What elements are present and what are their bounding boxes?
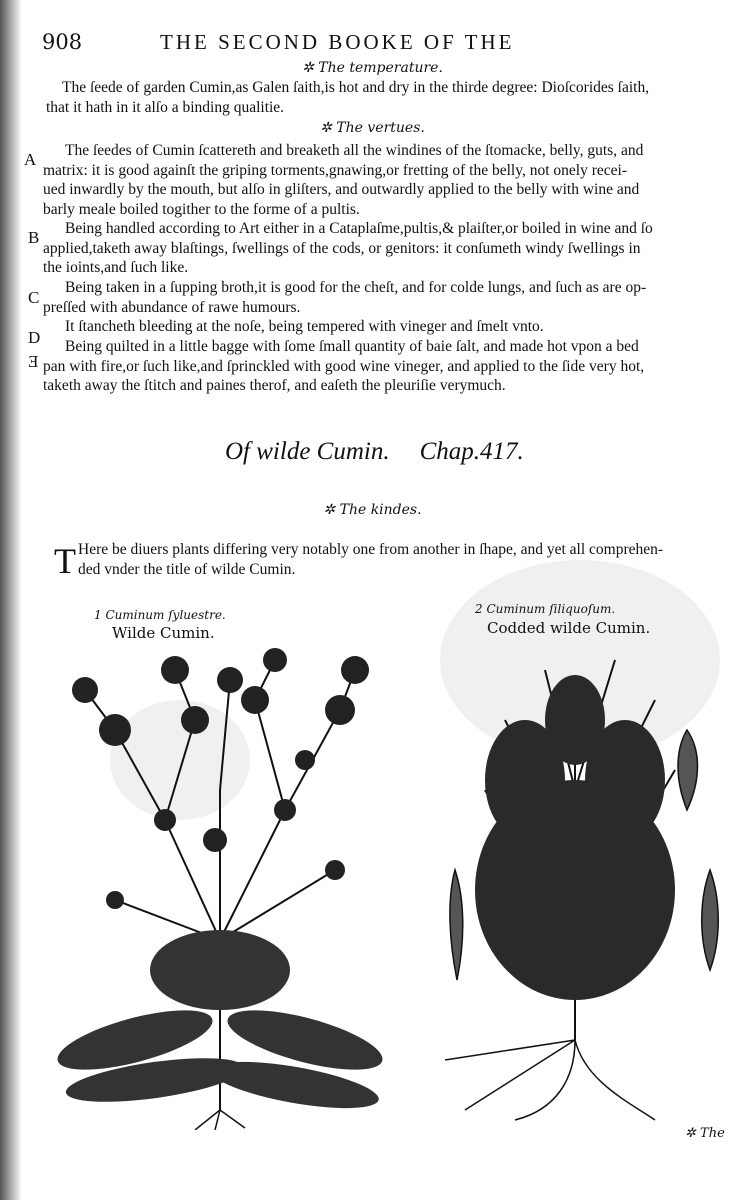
text-line: barly meale boiled togither to the forme of a pultis. [43, 200, 360, 218]
figure-1-english-caption: Wilde Cumin. [112, 624, 215, 642]
margin-letter-b: B [28, 228, 40, 247]
vertue-paragraph-b [43, 219, 653, 278]
text-line: ded vnder the title of wilde Cumin. [78, 560, 296, 578]
chapter-number: Chap.417. [419, 438, 524, 465]
codded-wilde-cumin-woodcut [425, 640, 725, 1130]
margin-letter-e: E [28, 352, 39, 371]
text-line: preſſed with abundance of rawe humours. [43, 298, 301, 316]
running-head: THE SECOND BOOKE OF THE [160, 30, 515, 54]
text-line: applied,taketh away blaſtings, ſwellings of the cods, or genitors: it conſumeth windy ſwellings in [43, 239, 641, 257]
text-line: Here be diuers plants differing very notably one from another in ſhape, and yet all comprehen- [78, 541, 664, 558]
text-line: The ſeede of garden Cumin,as Galen ſaith,is hot and dry in the thirde degree: Dioſcorides ſaith, [62, 79, 650, 96]
figure-1-latin-caption: 1 Cuminum ſyluestre. [94, 608, 226, 622]
margin-letter-a: A [24, 150, 37, 169]
vertue-paragraph-e [43, 337, 644, 396]
text-line: The ſeedes of Cumin ſcattereth and breaketh all the windines of the ſtomacke, belly, guts, and [65, 142, 644, 159]
margin-letter-c: C [28, 288, 40, 307]
page-number: 908 [42, 30, 83, 54]
text-line: ued inwardly by the mouth, but alſo in gliſters, and outwardly applied to the belly with wine and [43, 181, 640, 198]
kindes-paragraph [78, 540, 663, 579]
chapter-title: Of wilde Cumin. [225, 438, 390, 465]
vertue-paragraph-c [43, 278, 646, 317]
temperature-heading: ✲ The temperature. [302, 60, 443, 76]
vertue-paragraph-d [43, 317, 544, 337]
temperature-paragraph [46, 78, 650, 117]
text-line: the ioints,and ſuch like. [43, 259, 189, 276]
text-line: that it hath in it alſo a binding qualitie. [46, 98, 285, 116]
drop-cap: T [54, 541, 76, 581]
vertue-paragraph-a [43, 141, 643, 219]
kindes-heading: ✲ The kindes. [323, 502, 422, 518]
margin-letter-d: D [28, 328, 41, 347]
text-line: taketh away the ſtitch and paines therof, and eaſeth the pleuriſie verymuch. [43, 377, 506, 394]
text-line: pan with fire,or ſuch like,and ſprinckled with good wine vineger, and applied to the ſide very hot, [43, 357, 645, 375]
text-line: Being handled according to Art either in a Cataplaſme,pultis,& plaiſter,or boiled in wine and ſo [65, 220, 653, 237]
figure-2-english-caption: Codded wilde Cumin. [487, 619, 651, 637]
figure-2-latin-caption: 2 Cuminum ſiliquoſum. [475, 602, 616, 616]
vertues-heading: ✲ The vertues. [320, 120, 425, 136]
gutter-shadow [0, 0, 22, 1200]
text-line: Being taken in a ſupping broth,it is good for the cheſt, and for colde lungs, and ſuch as are op- [65, 279, 647, 296]
text-line: Being quilted in a little bagge with ſome ſmall quantity of baie ſalt, and made hot vpon a bed [65, 338, 639, 355]
wilde-cumin-woodcut [55, 640, 385, 1130]
catchword: ✲ The [685, 1126, 725, 1141]
chapter-heading [225, 438, 524, 466]
text-line: It ſtancheth bleeding at the noſe, being tempered with vineger and ſmelt vnto. [65, 318, 544, 335]
text-line: matrix: it is good againſt the griping torments,gnawing,or fretting of the belly, not onely recei- [43, 161, 627, 179]
